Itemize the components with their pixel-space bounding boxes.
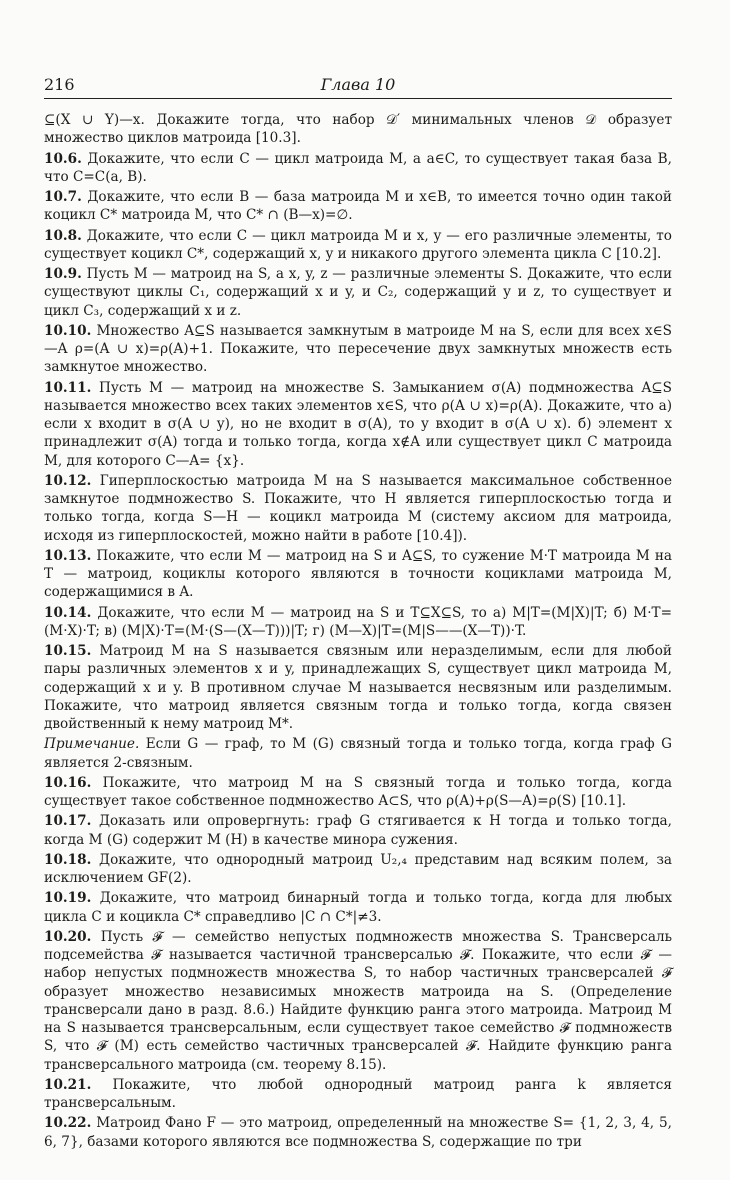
exercise-10-21: 10.21. Покажите, что любой однородный матроид ранга k является трансверсальным. [44,1076,672,1111]
chapter-title: Глава 10 [320,75,396,94]
exercise-10-18: 10.18. Докажите, что однородный матроид U₂,₄ представим над всяким полем, за исключением GF(2). [44,851,672,886]
exercise-10-10: 10.10. Множество A⊆S называется замкнутым в матроиде M на S, если для всех x∈S—A ρ=(A ∪ x)=ρ(A)+1. Покажите, что пересечение двух замкнутых множеств есть замкнутое множество. [44,322,672,376]
running-header [44,70,672,99]
exercise-10-8: 10.8. Докажите, что если C — цикл матроида M и x, y — его различные элементы, то существует коцикл C*, содержащий x, y и никакого другого элемента цикла C [10.2]. [44,227,672,262]
exercise-10-19: 10.19. Докажите, что матроид бинарный тогда и только тогда, когда для любых цикла C и коцикла C* справедливо |C ∩ C*|≠3. [44,890,672,925]
exercise-10-12: 10.12. Гиперплоскостью матроида M на S называется максимальное собственное замкнутое подмножество S. Покажите, что H является гиперплоскостью тогда и только тогда, когда S—H — коцикл матроида M (систему аксиом для матроида, исходя из гиперплоскостей, можно найти в работе [10.4]). [44,472,672,544]
exercise-10-16: 10.16. Покажите, что матроид M на S связный тогда и только тогда, когда существует такое собственное подмножество A⊂S, что ρ(A)+ρ(S—A)=ρ(S) [10.1]. [44,774,672,809]
exercise-10-15: 10.15. Матроид M на S называется связным или неразделимым, если для любой пары различных элементов x и y, принадлежащих S, существует цикл матроида M, содержащий x и y. В противном случае M называется несвязным или разделимым. Покажите, что матроид является связным тогда и только тогда, когда связен двойственный к нему матроид M*. [44,643,672,732]
exercise-10-13: 10.13. Покажите, что если M — матроид на S и A⊆S, то сужение M·T матроида M на T — матроид, коциклы которого являются в точности коциклами матроида M, содержащимися в A. [44,547,672,601]
exercise-10-9: 10.9. Пусть M — матроид на S, а x, y, z — различные элементы S. Докажите, что если существуют циклы C₁, содержащий x и y, и C₂, содержащий y и z, то существует и цикл C₃, содержащий x и z. [44,266,673,319]
exercise-10-22: 10.22. Матроид Фано F — это матроид, определенный на множестве S= {1, 2, 3, 4, 5, 6, 7}, базами которого являются все подмножества S, содержащие по три [44,1115,672,1150]
exercise-10-7: 10.7. Докажите, что если B — база матроида M и x∈B, то имеется точно один такой коцикл C* матроида M, что C* ∩ (B—x)=∅. [44,189,672,224]
exercise-10-14: 10.14. Докажите, что если M — матроид на S и T⊆X⊆S, то а) M|T=(M|X)|T; б) M·T=(M·X)·T; в) (M|X)·T=(M·(S—(X—T)))|T; г) (M—X)|T=(M|S——(X—T))·T. [44,604,672,639]
exercise-10-11: 10.11. Пусть M — матроид на множестве S. Замыканием σ(A) подмножества A⊆S называется множество всех таких элементов x∈S, что ρ(A ∪ x)=ρ(A). Докажите, что а) если x входит в σ(A ∪ y), но не входит в σ(A), то y входит в σ(A ∪ x). б) элемент x принадлежит σ(A) тогда и только тогда, когда x∉A или существует цикл C матроида M, для которого C—A= {x}. [44,379,672,469]
exercise-10-20: 10.20. Пусть 𝓕 — семейство непустых подмножеств множества S. Трансверсаль подсемейства 𝓕 называется частичной трансверсалью 𝓕. Покажите, что если 𝓕 — набор непустых подмножеств множества S, то набор частичных трансверсалей 𝓕 образует множество независимых множеств матроида на S. (Определение трансверсали дано в разд. 8.6.) Найдите функцию ранга этого матроида. Матроид M на S называется трансверсальным, если существует такое семейство 𝓕 подмножеств S, что 𝓕 (M) есть семейство частичных трансверсалей 𝓕. Найдите функцию ранга трансверсального матроида (см. теорему 8.15). [44,928,672,1073]
exercise-10-17: 10.17. Доказать или опровергнуть: граф G стягивается к H тогда и только тогда, когда M (G) содержит M (H) в качестве минора сужения. [44,813,672,848]
page-number: 216 [44,75,75,94]
exercise-note: Примечание. Если G — граф, то M (G) связный тогда и только тогда, когда граф G является 2-связным. [44,736,672,771]
exercise-continuation: ⊆(X ∪ Y)—x. Докажите тогда, что набор 𝒟′ минимальных членов 𝒟 образует множество циклов матроида [10.3]. [44,112,672,147]
book-page [44,70,672,1151]
exercise-10-6: 10.6. Докажите, что если C — цикл матроида M, а a∈C, то существует такая база B, что C=C(a, B). [44,150,672,185]
